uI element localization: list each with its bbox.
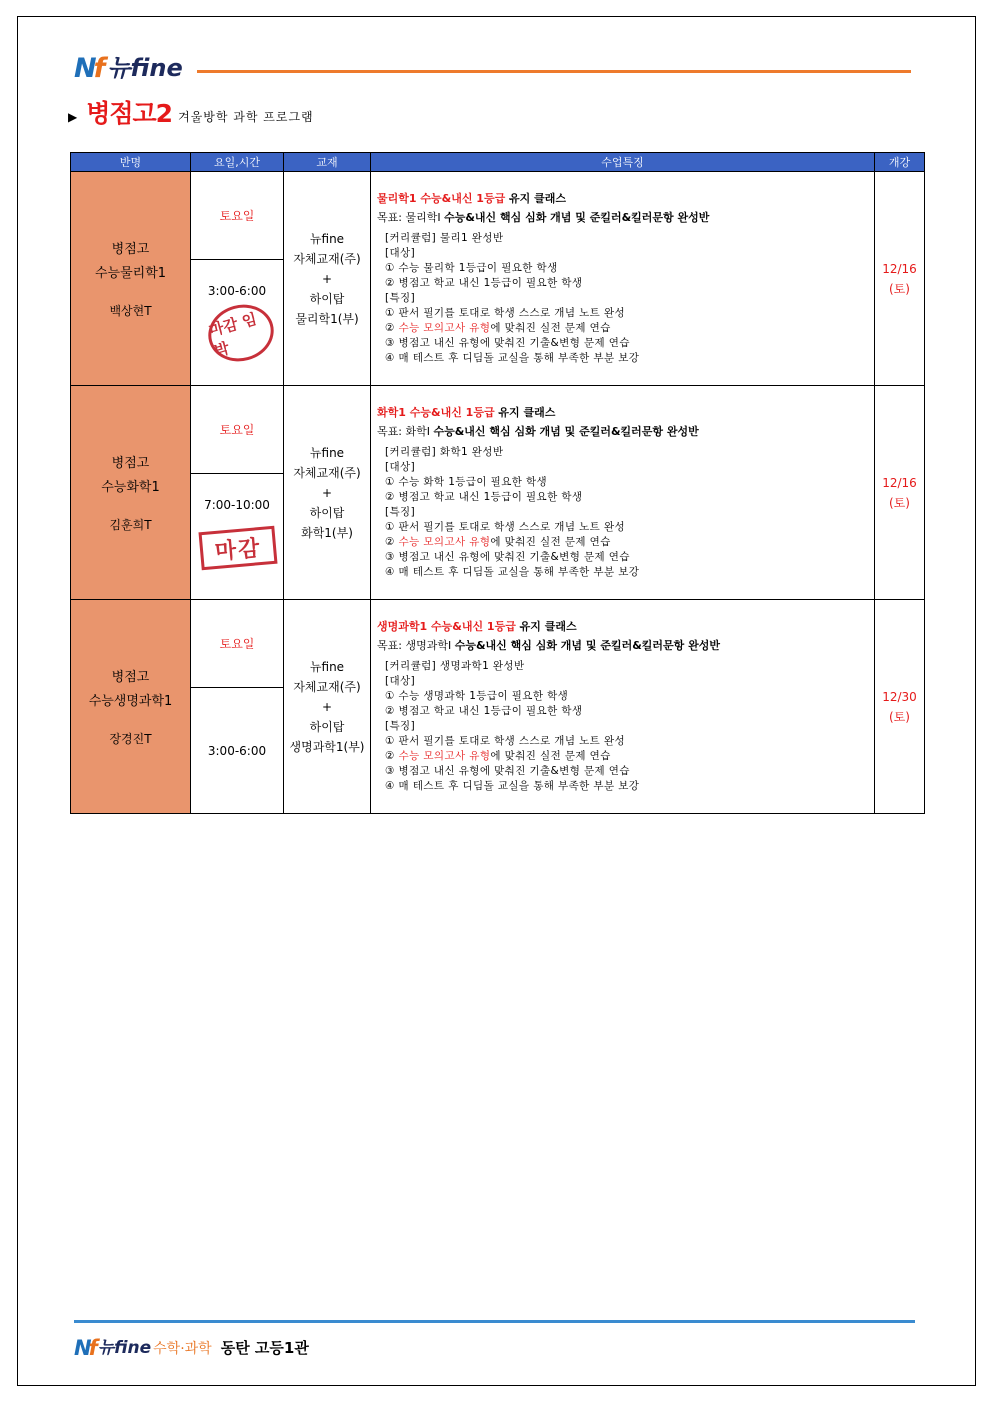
column-header-book: 교재 [284,153,371,172]
brand-logo [74,50,183,82]
footer-branch: 동탄 고등1관 [220,1339,309,1357]
open-date-cell: 12/16 (토) [875,172,925,386]
feature-body: [커리큘럼] 생명과학1 완성반 [대상] ① 수능 생명과학 1등급이 필요한 학생 ② 병점고 학교 내신 1등급이 필요한 학생 [특징] ① 판서 필기를 토대로 학생 스스로 개념 노트 완성 ② 수능 모의고사 유형에 맞춰진 실전 문제 연습 ③ 병점고 내신 유형에 맞춰진 기출&변형 문제 연습 ④ 매 테스트 후 디딤돌 교실을 통해 부족한 부분 보강 [385,660,640,792]
features-cell [371,172,875,386]
footer-logo-text: 뉴fine [97,1338,152,1358]
book-line: 자체교재(주) [293,679,361,694]
class-cell [71,600,191,814]
column-header-open: 개강 [875,153,925,172]
feature-goal: 목표: 화학Ⅰ 수능&내신 핵심 심화 개념 및 준킬러&킬러문항 완성반 [377,425,699,438]
open-date-cell: 12/16 (토) [875,386,925,600]
feature-goal: 목표: 생명과학Ⅰ 수능&내신 핵심 심화 개념 및 준킬러&킬러문항 완성반 [377,639,721,652]
class-school: 병점고 [111,242,150,257]
feature-goal: 목표: 물리학Ⅰ 수능&내신 핵심 심화 개념 및 준킬러&킬러문항 완성반 [377,211,710,224]
book-line: 하이탑 [309,505,345,520]
class-cell [71,386,191,600]
book-line: 하이탑 [309,291,345,306]
book-line: 생명과학1(부) [289,739,365,754]
table-row [71,600,925,688]
footer-logo-mark-icon: Nf [74,1336,95,1360]
table-header-row [71,153,925,172]
book-cell [284,172,371,386]
feature-body: [커리큘럼] 물리1 완성반 [대상] ① 수능 물리학 1등급이 필요한 학생 ② 병점고 학교 내신 1등급이 필요한 학생 [특징] ① 판서 필기를 토대로 학생 스스로 개념 노트 완성 ② 수능 모의고사 유형에 맞춰진 실전 문제 연습 ③ 병점고 내신 유형에 맞춰진 기출&변형 문제 연습 ④ 매 테스트 후 디딤돌 교실을 통해 부족한 부분 보강 [385,232,640,364]
footer-divider [74,1320,915,1323]
class-cell [71,172,191,386]
book-plus: + [321,271,333,286]
features-cell [371,600,875,814]
time-cell: 3:00-6:00 [191,688,284,814]
schedule-table [70,152,925,814]
class-school: 병점고 [111,456,150,471]
book-line: 자체교재(주) [293,465,361,480]
closing-soon-stamp: 마감 임박 [202,297,280,368]
class-subject: 수능물리학1 [94,266,167,281]
column-header-time: 요일,시간 [191,153,284,172]
book-line: 뉴fine [309,659,345,674]
table-row [71,172,925,260]
feature-body: [커리큘럼] 화학1 완성반 [대상] ① 수능 화학 1등급이 필요한 학생 ② 병점고 학교 내신 1등급이 필요한 학생 [특징] ① 판서 필기를 토대로 학생 스스로 개념 노트 완성 ② 수능 모의고사 유형에 맞춰진 실전 문제 연습 ③ 병점고 내신 유형에 맞춰진 기출&변형 문제 연습 ④ 매 테스트 후 디딤돌 교실을 통해 부족한 부분 보강 [385,446,640,578]
book-cell [284,600,371,814]
title-sub: 겨울방학 과학 프로그램 [178,110,314,124]
class-subject: 수능생명과학1 [88,694,173,709]
column-header-features: 수업특징 [371,153,875,172]
book-plus: + [321,485,333,500]
day-cell: 토요일 [191,600,284,688]
time-cell: 7:00-10:00 [191,474,284,600]
title-main: 병점고2 [86,99,173,128]
table-row [71,386,925,474]
column-header-class: 반명 [71,153,191,172]
feature-title: 화학1 수능&내신 1등급 유지 클래스 [377,406,556,419]
feature-title: 물리학1 수능&내신 1등급 유지 클래스 [377,192,566,205]
time-cell: 3:00-6:00 [191,260,284,386]
day-cell: 토요일 [191,386,284,474]
book-line: 뉴fine [309,445,345,460]
book-cell [284,386,371,600]
book-line: 화학1(부) [301,525,353,540]
page-title [68,100,314,128]
book-line: 뉴fine [309,231,345,246]
class-teacher: 장경진T [109,732,152,746]
logo-mark-icon: Nf [74,53,103,84]
day-cell: 토요일 [191,172,284,260]
class-teacher: 김훈희T [109,518,152,532]
footer [74,1337,309,1359]
features-cell [371,386,875,600]
open-date-cell: 12/30 (토) [875,600,925,814]
book-plus: + [321,699,333,714]
class-school: 병점고 [111,670,150,685]
closed-stamp: 마감 [198,526,277,570]
logo-text: 뉴fine [107,54,183,82]
header-divider [197,70,911,73]
class-subject: 수능화학1 [101,480,160,495]
book-line: 자체교재(주) [293,251,361,266]
class-teacher: 백상현T [109,304,152,318]
footer-subject: 수학·과학 [153,1341,212,1357]
book-line: 하이탑 [309,719,345,734]
feature-title: 생명과학1 수능&내신 1등급 유지 클래스 [377,620,577,633]
book-line: 물리학1(부) [295,311,359,326]
title-arrow-icon: ▶ [68,110,78,124]
